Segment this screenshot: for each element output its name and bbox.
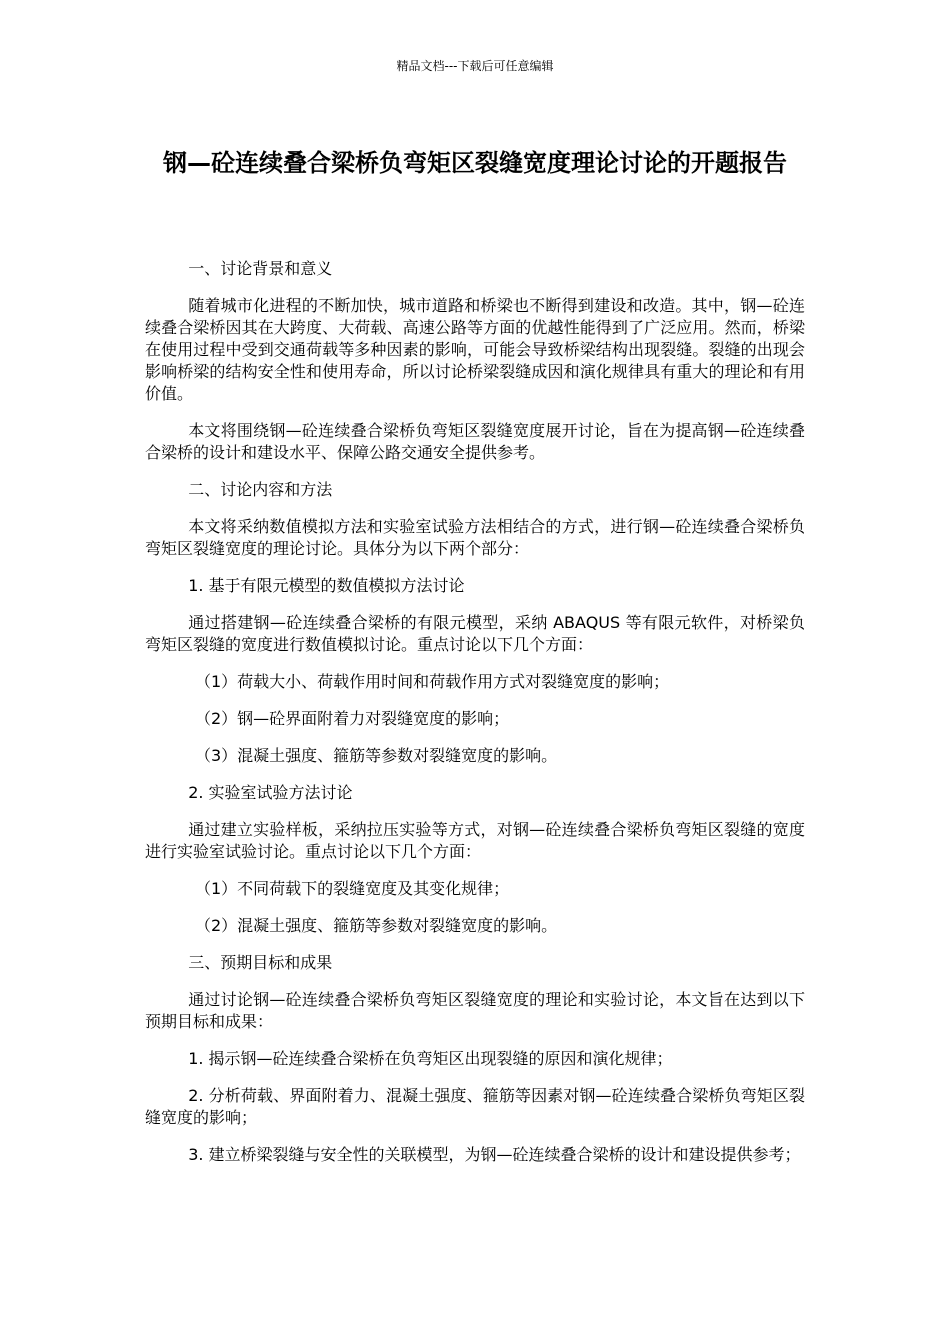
- list-item: （1）荷载大小、荷载作用时间和荷载作用方式对裂缝宽度的影响；: [195, 672, 670, 691]
- paragraph: 随着城市化进程的不断加快，城市道路和桥梁也不断得到建设和改造。其中，钢—砼连续叠合梁桥因其在大跨度、大荷载、高速公路等方面的优越性能得到了广泛应用。然而，桥梁在使用过程中受到交通荷载等多种因素的影响，可能会导致桥梁结构出现裂缝。裂缝的出现会影响桥梁的结构安全性和使用寿命，所以讨论桥梁裂缝成因和演化规律具有重大的理论和有用价值。: [145, 296, 805, 403]
- section-heading: 一、讨论背景和意义: [188, 259, 333, 278]
- document-body: [145, 258, 805, 1181]
- paragraph: 通过建立实验样板，采纳拉压实验等方式，对钢—砼连续叠合梁桥负弯矩区裂缝的宽度进行实验室试验讨论。重点讨论以下几个方面：: [145, 820, 805, 861]
- list-item: （2）混凝土强度、箍筋等参数对裂缝宽度的影响。: [195, 916, 558, 935]
- subsection-heading: 1. 基于有限元模型的数值模拟方法讨论: [188, 576, 465, 595]
- list-item: （2）钢—砼界面附着力对裂缝宽度的影响；: [195, 709, 510, 728]
- page-header: 精品文档---下载后可任意编辑: [396, 59, 554, 73]
- section-heading: 三、预期目标和成果: [188, 953, 333, 972]
- document-title: 钢—砼连续叠合梁桥负弯矩区裂缝宽度理论讨论的开题报告: [163, 149, 787, 177]
- paragraph: 本文将围绕钢—砼连续叠合梁桥负弯矩区裂缝宽度展开讨论，旨在为提高钢—砼连续叠合梁桥的设计和建设水平、保障公路交通安全提供参考。: [145, 421, 805, 462]
- subsection-heading: 2. 实验室试验方法讨论: [188, 783, 353, 802]
- section-heading: 二、讨论内容和方法: [188, 480, 333, 499]
- goal-item: 1. 揭示钢—砼连续叠合梁桥在负弯矩区出现裂缝的原因和演化规律；: [188, 1049, 673, 1068]
- paragraph: 通过搭建钢—砼连续叠合梁桥的有限元模型，采纳 ABAQUS 等有限元软件，对桥梁负弯矩区裂缝的宽度进行数值模拟讨论。重点讨论以下几个方面：: [145, 613, 805, 654]
- paragraph: 通过讨论钢—砼连续叠合梁桥负弯矩区裂缝宽度的理论和实验讨论，本文旨在达到以下预期目标和成果：: [145, 990, 805, 1031]
- goal-item: 2. 分析荷载、界面附着力、混凝土强度、箍筋等因素对钢—砼连续叠合梁桥负弯矩区裂缝宽度的影响；: [145, 1086, 805, 1127]
- list-item: （1）不同荷载下的裂缝宽度及其变化规律；: [195, 879, 510, 898]
- goal-item: 3. 建立桥梁裂缝与安全性的关联模型，为钢—砼连续叠合梁桥的设计和建设提供参考；: [188, 1145, 801, 1164]
- paragraph: 本文将采纳数值模拟方法和实验室试验方法相结合的方式，进行钢—砼连续叠合梁桥负弯矩区裂缝宽度的理论讨论。具体分为以下两个部分：: [145, 517, 805, 558]
- list-item: （3）混凝土强度、箍筋等参数对裂缝宽度的影响。: [195, 746, 558, 765]
